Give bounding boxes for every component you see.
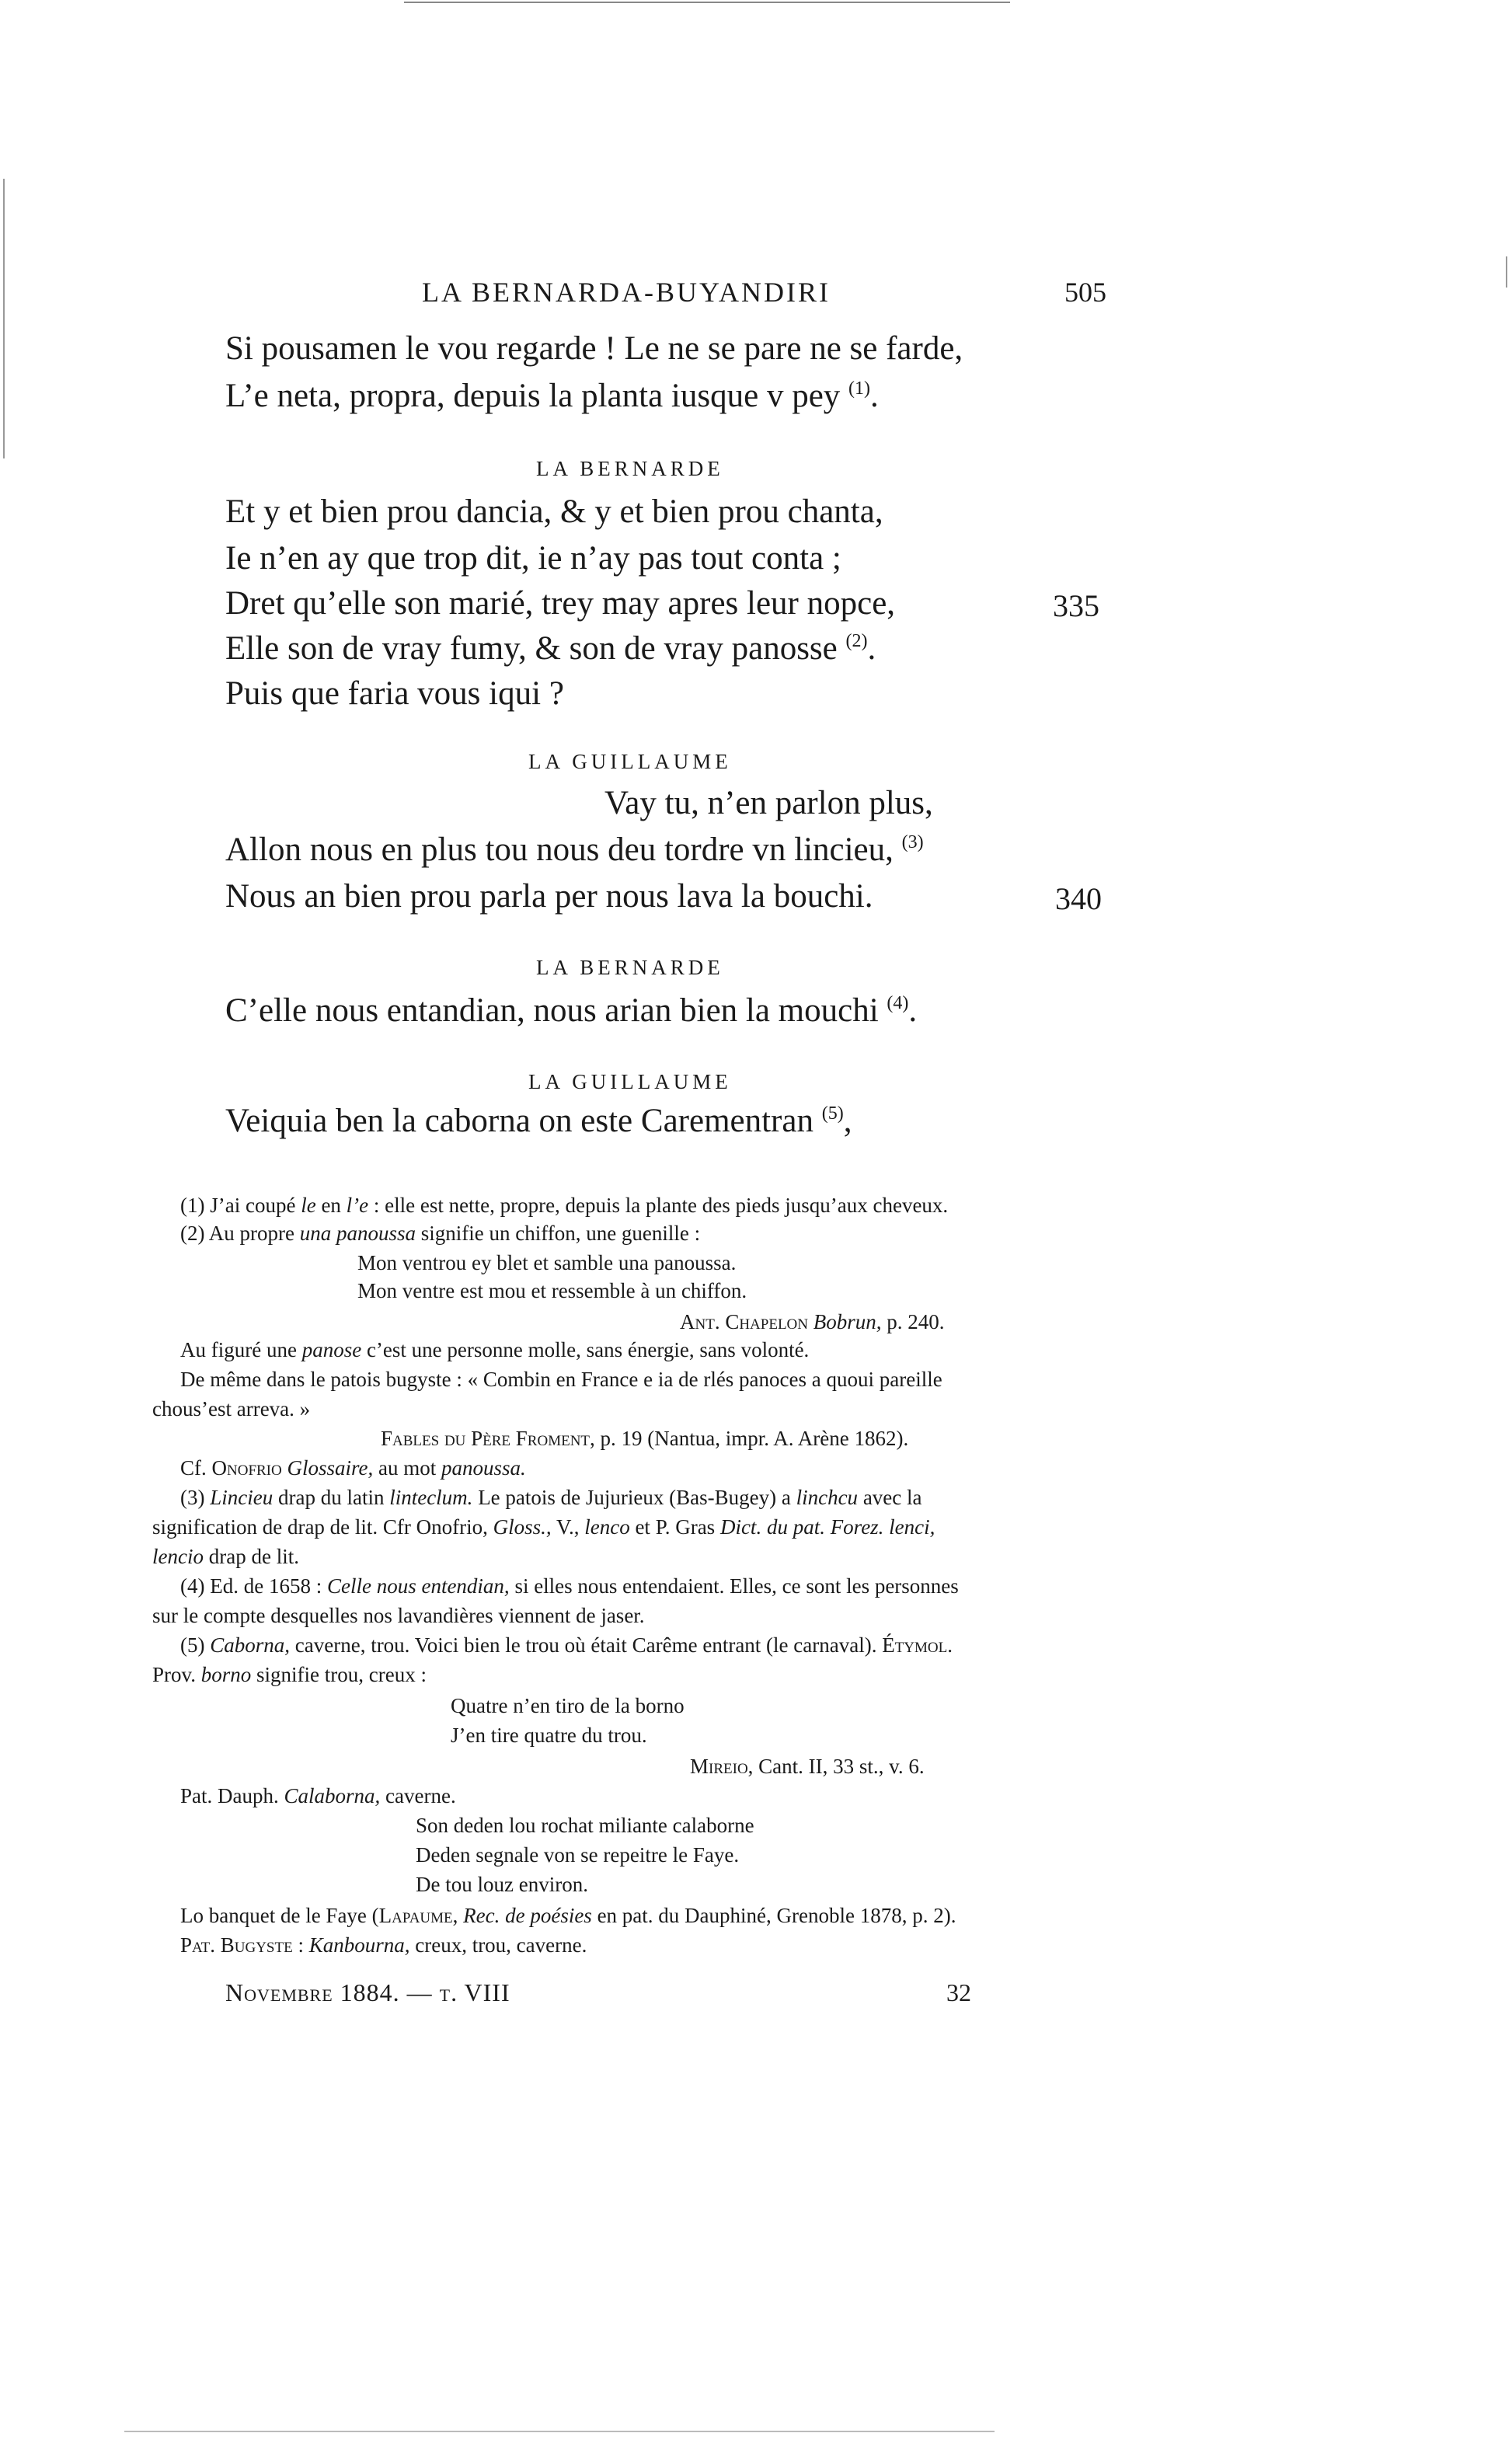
- verse-line: Ie n’en ay que trop dit, ie n’ay pas tout conta ;: [225, 540, 841, 577]
- footnote-3: (3) Lincieu drap du latin linteclum. Le patois de Jujurieux (Bas-Bugey) a linchcu avec la: [180, 1486, 922, 1509]
- footnote-quote: Quatre n’en tiro de la borno: [451, 1694, 685, 1717]
- verse-line: Dret qu’elle son marié, trey may apres leur nopce,: [225, 585, 896, 622]
- verse-line: Nous an bien prou parla per nous lava la bouchi.: [225, 878, 873, 915]
- footnote-source: Mireio, Cant. II, 33 st., v. 6.: [690, 1755, 925, 1778]
- left-margin-mark: [3, 179, 5, 458]
- right-margin-mark: [1506, 256, 1507, 288]
- verse-line: C’elle nous entandian, nous arian bien la mouchi $^{(4)}$.: [225, 992, 918, 1029]
- line-number: 340: [1055, 881, 1102, 916]
- verse-line: Allon nous en plus tou nous deu tordre vn lincieu, $^{(3)}$: [225, 831, 924, 868]
- footnote-text: chous’est arreva. »: [152, 1397, 311, 1420]
- footnote-text: Prov. borno signifie trou, creux :: [152, 1663, 427, 1686]
- speaker-heading: LA BERNARDE: [536, 956, 724, 979]
- footnote-5: (5) Caborna, caverne, trou. Voici bien le trou où était Carême entrant (le carnaval). Étymol.: [180, 1633, 953, 1657]
- verse-line: Puis que faria vous iqui ?: [225, 675, 564, 712]
- footnote-1: (1) J’ai coupé le en l’e : elle est nette, propre, depuis la plante des pieds jusqu’aux cheveux.: [180, 1194, 949, 1217]
- footnote-quote: Son deden lou rochat miliante calaborne: [416, 1814, 754, 1837]
- note-ref: (1): [848, 378, 871, 399]
- verse-line: Veiquia ben la caborna on este Carementran $^{(5)}$,: [225, 1103, 852, 1139]
- verse-line: Si pousamen le vou regarde ! Le ne se pare ne se farde,: [225, 330, 963, 367]
- footnote-quote: Deden segnale von se repeitre le Faye.: [416, 1843, 740, 1867]
- footnote-text: Au figuré une panose c’est une personne molle, sans énergie, sans volonté.: [180, 1338, 810, 1361]
- verse-line: Vay tu, n’en parlon plus,: [604, 785, 933, 821]
- speaker-heading: LA GUILLAUME: [528, 750, 732, 773]
- page-number: 505: [1064, 277, 1106, 308]
- note-ref: (4): [887, 993, 909, 1013]
- footnote-quote: J’en tire quatre du trou.: [451, 1724, 647, 1747]
- footnote-text: lencio drap de lit.: [152, 1545, 299, 1568]
- footnote-quote: Mon ventre est mou et ressemble à un chiffon.: [357, 1279, 747, 1302]
- footnote-text: Pat. Dauph. Calaborna, caverne.: [180, 1784, 456, 1807]
- footnote-source: Ant. Chapelon Bobrun, p. 240.: [680, 1310, 945, 1333]
- note-ref: (3): [901, 832, 924, 852]
- footnote-text: Pat. Bugyste : Kanbourna, creux, trou, caverne.: [180, 1933, 587, 1957]
- verse-line: L’e neta, propra, depuis la planta iusque v pey $^{(1)}$.: [225, 378, 879, 414]
- speaker-heading: LA BERNARDE: [536, 457, 724, 480]
- footer-imprint: Novembre 1884. — t. VIII: [225, 1978, 510, 2006]
- verse-line: Et y et bien prou dancia, & y et bien prou chanta,: [225, 493, 883, 530]
- footnote-text: Lo banquet de le Faye (Lapaume, Rec. de poésies en pat. du Dauphiné, Grenoble 1878, p. 2).: [180, 1904, 956, 1927]
- footnote-text: De même dans le patois bugyste : « Combin en France e ia de rlés panoces a quoui pareille: [180, 1368, 942, 1391]
- signature-mark: 32: [946, 1978, 971, 2006]
- footnote-text: signification de drap de lit. Cfr Onofrio, Gloss., V., lenco et P. Gras Dict. du pat. Forez. lenci,: [152, 1515, 935, 1539]
- footnote-text: Cf. Onofrio Glossaire, au mot panoussa.: [180, 1456, 526, 1480]
- bottom-edge-rule: [124, 2431, 995, 2432]
- footnote-quote: Mon ventrou ey blet et samble una panoussa.: [357, 1251, 737, 1274]
- footnote-2: (2) Au propre una panoussa signifie un chiffon, une guenille :: [180, 1222, 701, 1245]
- note-ref: (2): [845, 631, 868, 651]
- footnote-quote: De tou louz environ.: [416, 1873, 588, 1896]
- line-number: 335: [1053, 588, 1099, 623]
- note-ref: (5): [821, 1103, 844, 1124]
- verse-line: Elle son de vray fumy, & son de vray panosse $^{(2)}$.: [225, 630, 876, 667]
- running-head-title: LA BERNARDA-BUYANDIRI: [422, 277, 831, 308]
- top-edge-rule: [404, 2, 1010, 3]
- footnote-4: (4) Ed. de 1658 : Celle nous entendian, si elles nous entendaient. Elles, ce sont les personnes: [180, 1574, 959, 1598]
- footnote-text: sur le compte desquelles nos lavandières viennent de jaser.: [152, 1604, 645, 1627]
- footnote-source: Fables du Père Froment, p. 19 (Nantua, impr. A. Arène 1862).: [381, 1427, 909, 1450]
- speaker-heading: LA GUILLAUME: [528, 1070, 732, 1093]
